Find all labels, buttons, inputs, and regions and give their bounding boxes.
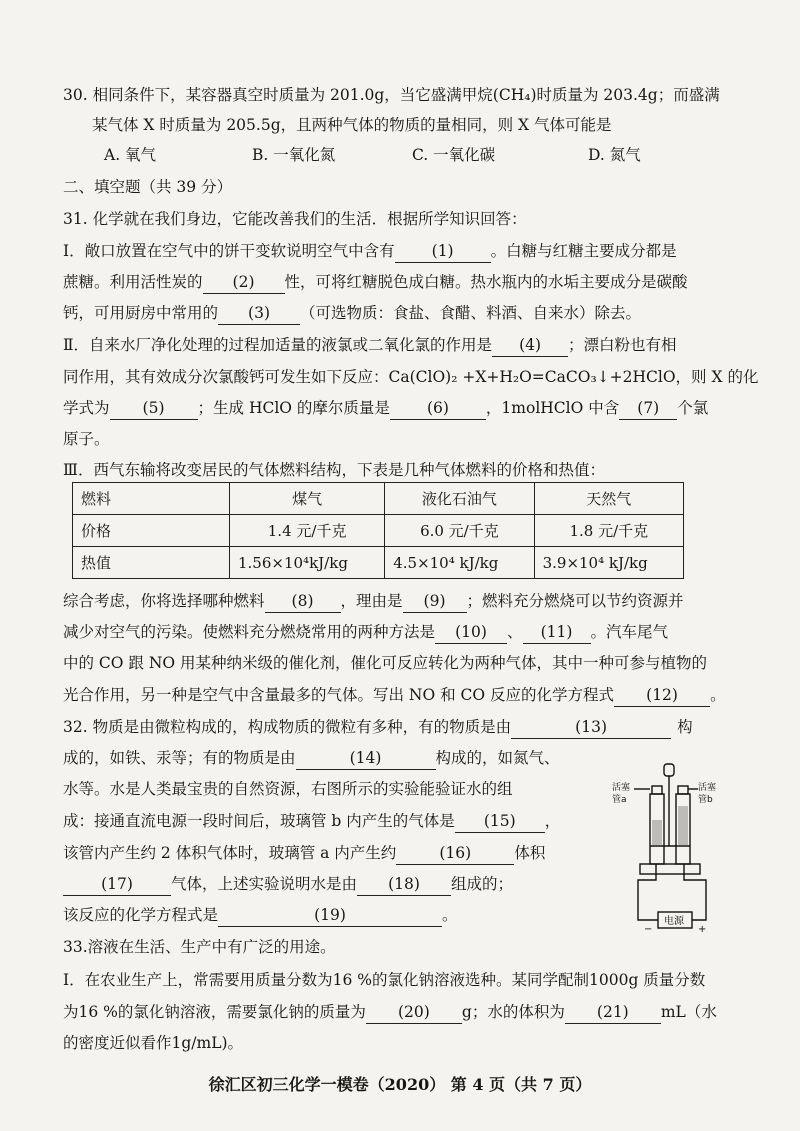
text: ；燃料充分燃烧可以节约资源并 [466,592,684,610]
text: 成的，如铁、汞等；有的物质是由 [63,749,296,767]
table-cell: 价格 [73,515,230,547]
electrolysis-apparatus-figure [612,762,724,940]
tube-b-label: 管b [698,795,713,805]
q31-line-6 [63,397,760,420]
q30-line-2: 某气体 X 时质量为 205.5g，且两种气体的物质的量相同，则 X 气体可能是 [92,116,612,134]
table-cell: 1.56×10⁴kJ/kg [230,547,385,579]
text: 综合考虑，你将选择哪种燃料 [63,592,265,610]
answer-blank-7: (7) [619,397,677,420]
q30-option-c: C. 一氧化碳 [412,146,496,164]
answer-blank-12: (12) [614,684,710,707]
text: Ⅱ．自来水厂净化处理的过程加适量的液氯或二氧化氯的作用是 [63,336,493,354]
text: 为16 %的氯化钠溶液，需要氯化钠的质量为 [63,1003,366,1021]
q31-line-8: Ⅲ．西气东输将改变居民的气体燃料结构，下表是几种气体燃料的价格和热值： [63,461,605,479]
text: 。白糖与红糖主要成分都是 [490,242,677,260]
text: g；水的体积为 [461,1003,565,1021]
q30-option-d: D. 氮气 [588,146,641,164]
q31-line-7: 原子。 [63,430,110,448]
stopcock-b [678,786,688,794]
q31-line-5: 同作用，其有效成分次氯酸钙可发生如下反应：Ca(ClO)₂ +X+H₂O=CaCO₃↓+2HClO，则 X 的化 [63,368,759,386]
answer-blank-14: (14) [296,747,436,770]
table-cell: 1.8 元/千克 [534,515,683,547]
table-row [73,483,684,515]
answer-blank-13: (13) [511,716,671,739]
table-header-cell: 煤气 [230,483,385,515]
q33-line-2 [63,1001,760,1024]
table-row [73,547,684,579]
q33-line-1: Ⅰ．在农业生产上，常需要用质量分数为16 %的氯化钠溶液选种。某同学配制1000g 质量分数 [63,971,706,989]
table-cell: 4.5×10⁴ kJ/kg [385,547,534,579]
text: ；漂白粉也有相 [568,336,677,354]
text: 气体，上述实验说明水是由 [171,875,358,893]
answer-blank-6: (6) [390,397,486,420]
text: 32. 物质是由微粒构成的，构成物质的微粒有多种，有的物质是由 [63,718,512,736]
negative-terminal-label: − [644,924,653,935]
q31-line-4 [63,334,760,357]
section-title: 二、填空题（共 39 分） [63,178,233,196]
text: 。 [710,686,726,704]
text: 。 [442,906,458,924]
text: 个氯 [677,399,709,417]
q31-line-12 [63,684,760,707]
q30-options [104,144,760,166]
text: 蔗糖。利用活性炭的 [63,273,203,291]
fuel-table [72,482,684,579]
text: 钙，可用厨房中常用的 [63,304,219,322]
stopcock-b-label: 活塞 [698,783,717,793]
answer-blank-15: (15) [455,810,545,833]
text: 、 [507,623,523,641]
reservoir-bulb [664,764,674,776]
answer-blank-16: (16) [396,842,514,865]
answer-blank-5: (5) [110,397,198,420]
text: 构成的，如氮气、 [435,749,560,767]
answer-blank-8: (8) [265,590,341,613]
text: 学式为 [63,399,110,417]
answer-blank-17: (17) [63,873,171,896]
q30-line-1: 30. 相同条件下，某容器真空时质量为 201.0g，当它盛满甲烷(CH₄)时质量为 203.4g；而盛满 [63,86,720,104]
table-header-cell: 天然气 [534,483,683,515]
base [640,864,700,874]
answer-blank-10: (10) [435,621,507,644]
answer-blank-4: (4) [492,334,568,357]
table-cell: 6.0 元/千克 [385,515,534,547]
text: ，1molHClO 中含 [485,399,620,417]
answer-blank-3: (3) [218,302,300,325]
q31-intro: 31. 化学就在我们身边，它能改善我们的生活．根据所学知识回答： [63,210,527,228]
text: 。汽车尾气 [590,623,669,641]
answer-blank-11: (11) [523,621,591,644]
positive-terminal-label: + [698,924,707,935]
q31-line-1 [63,240,760,263]
table-cell: 3.9×10⁴ kJ/kg [534,547,683,579]
text: mL（水 [660,1003,717,1021]
text: （可选物质：食盐、食醋、料酒、自来水）除去。 [300,304,642,322]
text: 该反应的化学方程式是 [63,906,219,924]
text: 光合作用，另一种是空气中含量最多的气体。写出 NO 和 CO 反应的化学方程式 [63,686,615,704]
q31-line-10 [63,621,760,644]
text: 性，可将红糖脱色成白糖。热水瓶内的水垢主要成分是碳酸 [284,273,688,291]
q30-option-b: B. 一氧化氮 [252,146,336,164]
text: 该管内产生约 2 体积气体时，玻璃管 a 内产生约 [63,844,397,862]
answer-blank-9: (9) [403,590,467,613]
text: 组成的； [451,875,514,893]
q31-line-11: 中的 CO 跟 NO 用某种纳米级的催化剂，催化可反应转化为两种气体，其中一种可参与植物的 [63,654,708,672]
table-header-cell: 液化石油气 [385,483,534,515]
q33-line-3: 的密度近似看作1g/mL)。 [63,1034,244,1052]
tube-a-label: 管a [612,795,627,805]
text: ；生成 HClO 的摩尔质量是 [197,399,390,417]
table-header-cell: 燃料 [73,483,230,515]
answer-blank-2: (2) [203,271,285,294]
answer-blank-18: (18) [357,873,451,896]
q31-line-3 [63,302,760,325]
table-cell: 热值 [73,547,230,579]
q32-line-1 [63,716,760,739]
stopcock-a-label: 活塞 [612,783,631,793]
text: 减少对空气的污染。使燃料充分燃烧常用的两种方法是 [63,623,436,641]
water-level-b [678,806,688,846]
answer-blank-19: (19) [218,904,442,927]
table-row [73,515,684,547]
answer-blank-1: (1) [395,240,491,263]
text: 体积 [514,844,546,862]
q30-option-a: A. 氧气 [104,146,157,164]
answer-blank-21: (21) [565,1001,661,1024]
answer-blank-20: (20) [366,1001,462,1024]
text: Ⅰ．敞口放置在空气中的饼干变软说明空气中含有 [63,242,395,260]
q32-line-3: 水等。水是人类最宝贵的自然资源，右图所示的实验能验证水的组 [63,780,513,798]
table-cell: 1.4 元/千克 [230,515,385,547]
text: 成：接通直流电源一段时间后，玻璃管 b 内产生的气体是 [63,812,455,830]
q31-line-2 [63,271,760,294]
text: ，理由是 [340,592,403,610]
power-supply-label: 电源 [664,916,684,927]
text: ， [544,812,561,830]
q31-line-9 [63,590,760,613]
water-level-a [652,820,662,846]
stopcock-a [652,786,662,794]
wire-left [638,864,658,920]
q33-intro: 33.溶液在生活、生产中有广泛的用途。 [63,938,336,956]
page-footer: 徐汇区初三化学一模卷（2020） 第 4 页（共 7 页） [208,1075,592,1094]
text: 构 [677,718,693,736]
